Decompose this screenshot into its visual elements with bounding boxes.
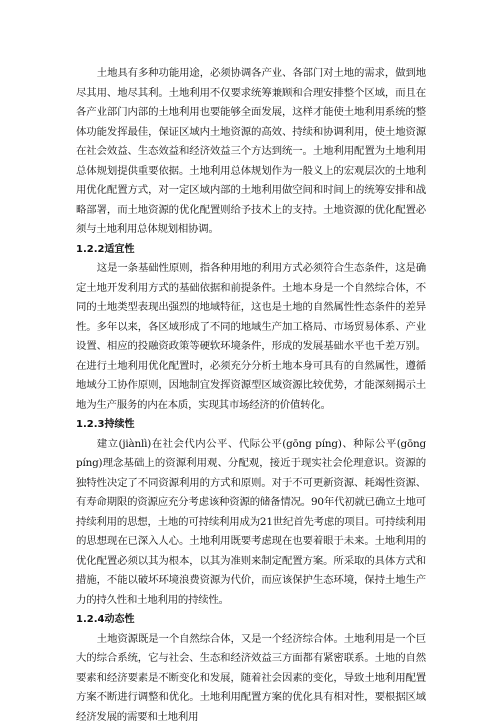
paragraph-land-multi-use: 土地具有多种功能用途，必须协调各产业、各部门对土地的需求，做到地尽其用、地尽其利。土地利用不仅要求统筹兼顾和合理安排整个区域，而且在各产业部门内部的土地利用也要能够全面发展，这样才能使土地利用系统的整体功能发挥最佳，保证区域内土地资源的高效、持续和协调利用，使土地资源在社会效益、生态效益和经济效益三个方达到统一。土地利用配置为土地利用总体规划提供重要依据。土地利用总体规划作为一般义上的宏观层次的土地利用优化配置方式，对一定区域内部的土地利用做空间和时间上的统筹安排和战略部署，而土地资源的优化配置则给予技术上的支持。土地资源的优化配置必须与土地利用总体规划相协调。 [76,64,426,240]
section-heading-sustainability: 1.2.3持续性 [76,415,426,435]
document-body [76,64,426,727]
section-heading-suitability: 1.2.2适宜性 [76,240,426,260]
paragraph-dynamics: 土地资源既是一个自然综合体，又是一个经济综合体。土地利用是一个巨大的综合系统，它与社会、生态和经济效益三方面都有紧密联系。土地的自然要素和经济要素是不断变化和发展，随着社会因素的变化，导致土地利用配置方案不断进行调整和优化。土地利用配置方案的优化具有相对性，要根据区域经济发展的需要和土地利用 [76,630,426,727]
paragraph-sustainability: 建立(jiànlì)在社会代内公平、代际公平(gōng píng)、种际公平(gōng píng)理念基础上的资源利用观、分配观，接近于现实社会伦理意识。资源的独特性决定了不同资源利用的方式和原则。对于不可更新资源、耗竭性资源、有寿命期限的资源应充分考虑该种资源的储备情况。90年代初就已确立土地可持续利用的思想，土地的可持续利用成为21世纪首先考虑的项目。可持续利用的思想现在已深入人心。土地利用既要考虑现在也要着眼于未来。土地利用的优化配置必须以其为根本，以其为准则来制定配置方案。所采取的具体方式和措施，不能以破坏环境浪费资源为代价，而应该保护生态环境，保持土地生产力的持久性和土地利用的持续性。 [76,435,426,611]
paragraph-suitability: 这是一条基础性原则，指各种用地的利用方式必须符合生态条件，这是确定土地开发利用方式的基础依据和前提条件。土地本身是一个自然综合体，不同的土地类型表现出强烈的地域特征，这也是土地的自然属性性态条件的差异性。多年以来，各区域形成了不同的地域生产加工格局、市场贸易体系、产业设置、相应的投融资政策等硬软环境条件，形成的发展基础水平也千差万别。在进行土地利用优化配置时，必须充分分析土地本身可具有的自然属性，遵循地域分工协作原则，因地制宜发挥资源型区域资源比较优势，才能深刻揭示土地为生产服务的内在本质，实现其市场经济的价值转化。 [76,259,426,415]
section-heading-dynamics: 1.2.4动态性 [76,610,426,630]
